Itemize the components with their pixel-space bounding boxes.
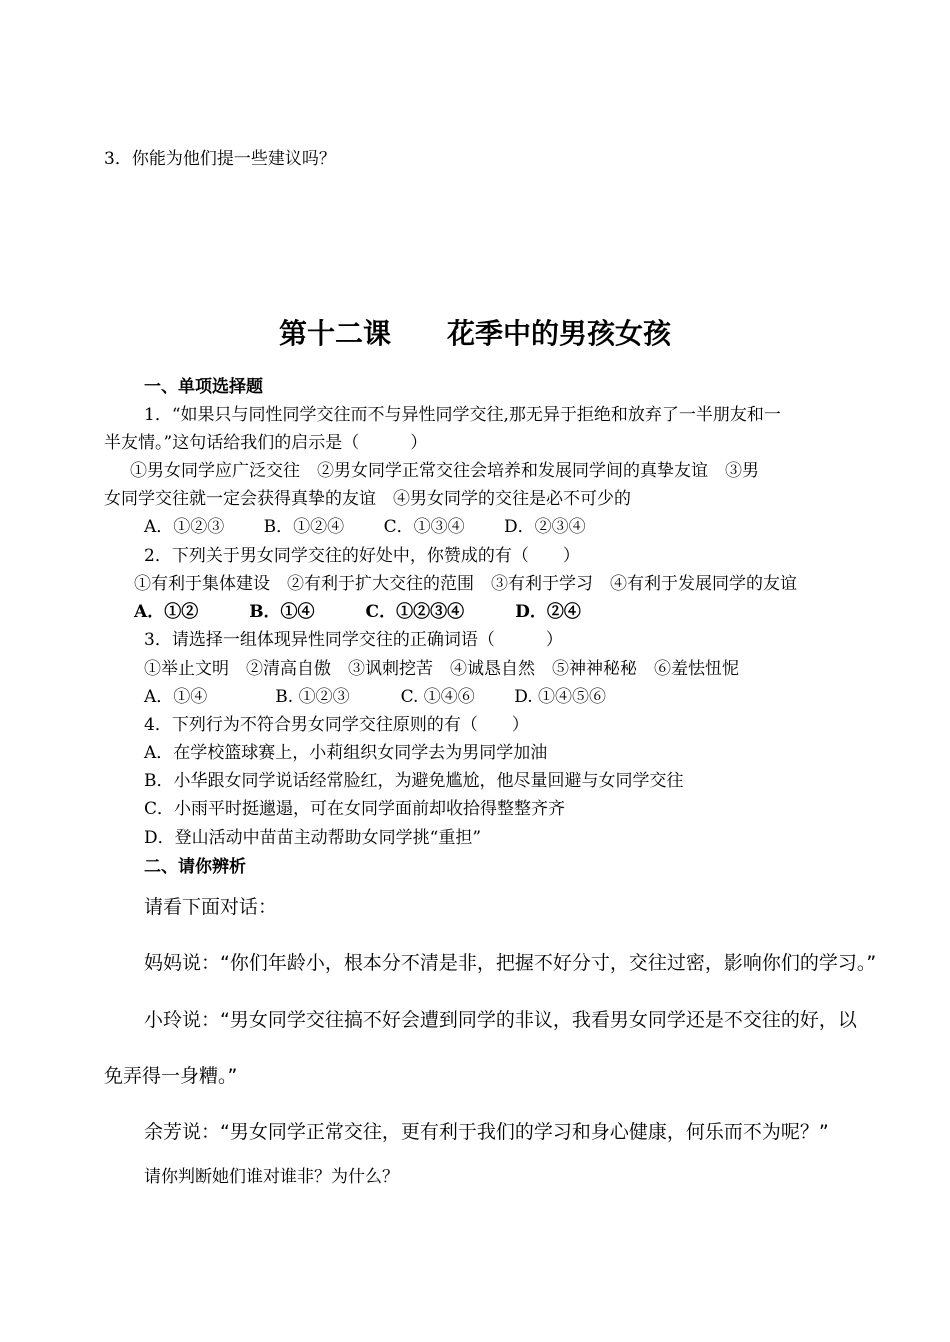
q2-stem: 2．下列关于男女同学交往的好处中，你赞成的有（ ）	[144, 546, 580, 566]
section-heading-analysis: 二、请你辨析	[144, 857, 246, 877]
question-3-text: 3．你能为他们提一些建议吗？	[104, 149, 336, 169]
q4-option-b: B．小华跟女同学说话经常脸红，为避免尴尬，他尽量回避与女同学交往	[144, 771, 684, 791]
lesson-title: 第十二课 花季中的男孩女孩	[278, 317, 671, 350]
q3-statements: ①举止文明 ②清高自傲 ③讽刺挖苦 ④诚恳自然 ⑤神神秘秘 ⑥羞怯忸怩	[144, 659, 739, 679]
q1-stem-line2: 半友情。”这句话给我们的启示是（ ）	[104, 433, 428, 453]
q4-stem: 4．下列行为不符合男女同学交往原则的有（ ）	[144, 715, 529, 735]
dialogue-xiaoling-line2: 免弄得一身糟。”	[104, 1065, 238, 1087]
q3-stem: 3．请选择一组体现异性同学交往的正确词语（ ）	[144, 630, 563, 650]
q3-options: A．①④ B. ①②③ C. ①④⑥ D. ①④⑤⑥	[144, 687, 607, 707]
q2-statements: ①有利于集体建设 ②有利于扩大交往的范围 ③有利于学习 ④有利于发展同学的友谊	[134, 574, 797, 594]
q2-options: A．①② B．①④ C．①②③④ D．②④	[134, 602, 581, 622]
q1-options: A．①②③ B．①②④ C．①③④ D．②③④	[144, 517, 586, 537]
q1-statements-line1: ①男女同学应广泛交往 ②男女同学正常交往会培养和发展同学间的真挚友谊 ③男	[130, 461, 759, 481]
q4-option-c: C．小雨平时挺邋遢，可在女同学面前却收拾得整整齐齐	[144, 799, 566, 819]
dialogue-xiaoling-line1: 小玲说：“男女同学交往搞不好会遭到同学的非议，我看男女同学还是不交往的好，以	[144, 1009, 857, 1031]
dialogue-intro: 请看下面对话：	[144, 896, 278, 918]
q4-option-d: D．登山活动中苗苗主动帮助女同学挑“重担”	[144, 828, 482, 848]
dialogue-yufang: 余芳说：“男女同学正常交往，更有利于我们的学习和身心健康，何乐而不为呢？”	[144, 1121, 829, 1143]
dialogue-mom: 妈妈说：“你们年龄小，根本分不清是非，把握不好分寸，交往过密，影响你们的学习。”	[144, 952, 877, 974]
q4-option-a: A．在学校篮球赛上，小莉组织女同学去为男同学加油	[144, 743, 548, 763]
q1-statements-line2: 女同学交往就一定会获得真挚的友谊 ④男女同学的交往是必不可少的	[104, 489, 631, 509]
q1-stem-line1: 1．“如果只与同性同学交往而不与异性同学交往,那无异于拒绝和放弃了一半朋友和一	[144, 405, 781, 425]
analysis-question: 请你判断她们谁对谁非？为什么？	[144, 1167, 399, 1187]
section-heading-multiple-choice: 一、单项选择题	[144, 377, 263, 397]
